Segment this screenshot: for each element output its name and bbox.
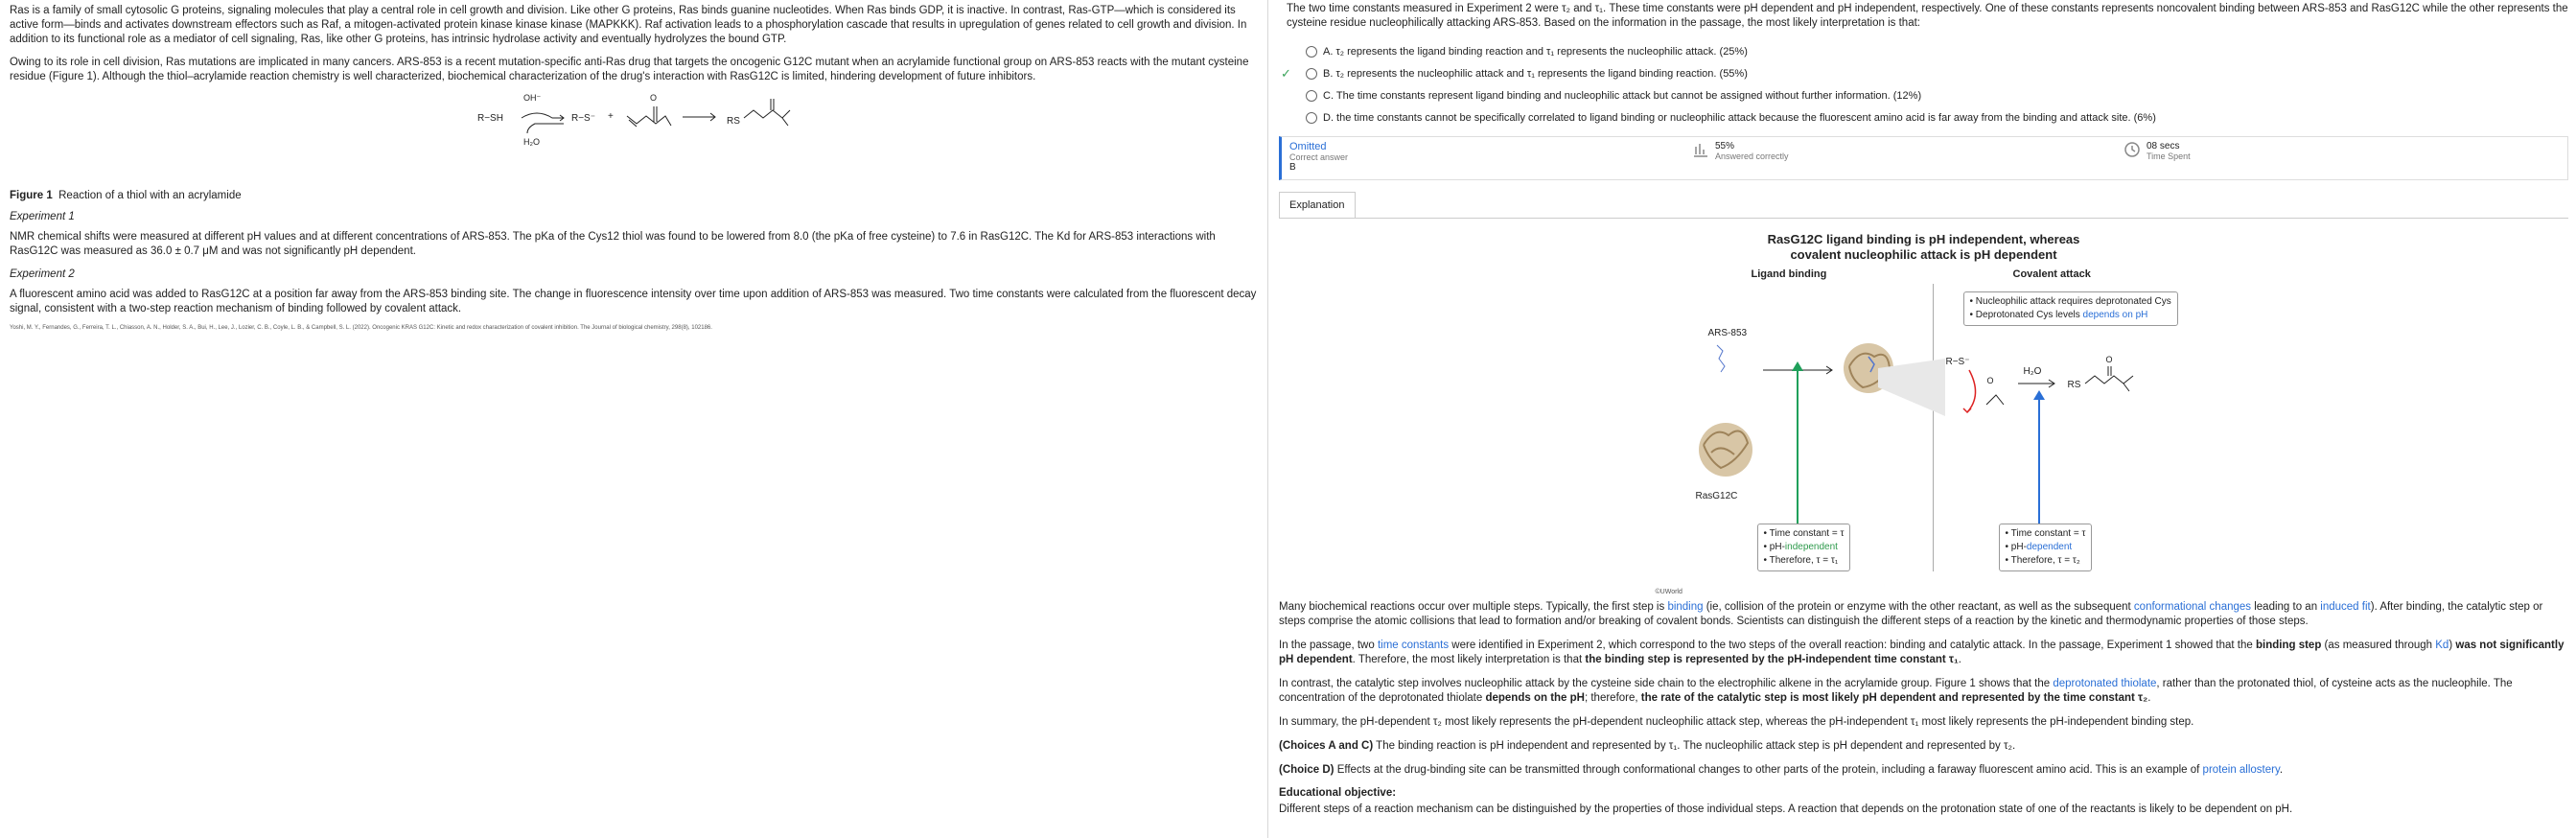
reaction-scheme [10,93,1258,172]
tab-underline [1279,218,2568,219]
covalent-arrowhead [2032,389,2046,401]
drug-molecule-icon [1713,341,1742,376]
e3e: ; therefore, [1584,692,1641,704]
explanation-paragraph-3 [1279,677,2568,706]
product-o-label: O [2105,355,2113,364]
explanation-paragraph-5 [1279,739,2568,754]
e2g: ) [2448,640,2456,651]
time-label: Time Spent [2147,151,2191,161]
e1a: Many biochemical reactions occur over multiple steps. Typically, the first step is [1279,601,1668,613]
choice-c-text: C. The time constants represent ligand binding and nucleophilic attack but cannot be assigned without further information. (12%) [1323,89,1922,102]
experiment-1-text: NMR chemical shifts were measured at different pH values and at different concentrations of ARS-853. The pKa of the Cys12 thiol was found to be lowered from 8.0 (the pKa of free cysteine) to 7.6 in RasG12C. The Kd for ARS-853 interactions with RasG12C was measured as 36.0 ± 0.7 μM and was not significantly pH dependent. [10,231,1216,257]
educational-objective-text: Different steps of a reaction mechanism can be distinguished by the properties of those individual steps. A reaction that depends on the protonation state of one of the reactants is likely to be dependent on pH. [1279,803,2293,815]
tab-explanation[interactable]: Explanation [1279,192,1356,218]
dependent-term[interactable]: dependent [2026,542,2073,552]
e2e: (as measured through [2321,640,2436,651]
choice-d-text: D. the time constants cannot be specifically correlated to ligand binding or nucleophilic attack because the fluorescent amino acid is far away from the binding and attack site. (6%) [1323,111,2156,124]
covalent-box-line-3: Therefore, τ = τ₂ [2010,555,2080,566]
product-rs: RS [727,116,740,127]
e3g: . [2147,692,2151,704]
figure-caption [10,189,1258,203]
independent-term: independent [1784,542,1838,552]
product-structure-fig [2083,362,2141,395]
ligand-box-line-1: Time constant = τ [1769,528,1845,539]
e1e: leading to an [2251,601,2321,613]
choice-c[interactable] [1279,84,2568,106]
reaction-arrow [681,112,719,122]
kd-link[interactable]: Kd [2435,640,2449,651]
panel-divider[interactable] [1267,0,1268,838]
figure-title-line-2: covalent nucleophilic attack is pH dependent [1790,247,2057,262]
hydroxide-label: OH⁻ [523,93,542,103]
covalent-box-line-2a: pH- [2010,542,2027,552]
choice-b[interactable] [1279,62,2568,84]
choice-b-text: B. τ₂ represents the nucleophilic attack and τ₁ represents the ligand binding reaction. (55%) [1323,67,1748,80]
reactant-thiol: R−SH [477,113,503,124]
figure-caption-label: Figure 1 [10,190,53,201]
note-line-1: Nucleophilic attack requires deprotonated Cys [1975,296,2171,307]
e5a: (Choices A and C) [1279,740,1374,752]
radio-d[interactable] [1306,112,1317,124]
ligand-binding-heading: Ligand binding [1751,268,1827,280]
passage-panel [0,0,1267,838]
figure-title-line-1: RasG12C ligand binding is pH independent, whereas [1767,232,2080,246]
question-stem: The two time constants measured in Experiment 2 were τ₂ and τ₁. These time constants were pH dependent and pH independent, respectively. One of these constants represents noncovalent binding between ARS-853 and RasG12C while the other represents the cysteine residue nucleophilically attacking ARS-853. Based on the information in the passage, the most likely interpretation is that: [1287,3,2568,29]
equilibrium-arrow [518,105,568,137]
clock-icon [2123,141,2141,158]
acrylamide-structure [625,103,673,131]
e3c: , rather than the protonated thiol, of cysteine acts as the nucleophile. The concentration of the deprotonated thiolate [1279,678,2513,704]
covalent-box-line-1: Time constant = τ [2010,528,2086,539]
note-line-2a: Deprotonated Cys levels [1975,310,2083,320]
nucleophilic-attack-arrow [1948,366,2006,420]
percent-correct [1692,141,2123,161]
e1g: ). After binding, the catalytic step or steps comprise the atomic collisions that lead to formation and/or breaking of covalent bonds. Scientists can distinguish the different steps of a reaction by the kinetic and thermodynamic properties of those steps. [1279,601,2543,627]
plus-sign: + [608,111,614,122]
bar-chart-icon [1692,141,1709,158]
radio-c[interactable] [1306,90,1317,102]
explanation-paragraph-4: In summary, the pH-dependent τ₂ most likely represents the pH-dependent nucleophilic attack step, whereas the pH-independent τ₁ most likely represents the pH-independent binding step. [1279,716,2194,728]
ligand-time-constant-box: • Time constant = τ • pH-independent • Therefore, τ = τ₁ [1757,524,1851,571]
choice-a-text: A. τ₂ represents the ligand binding reaction and τ₁ represents the nucleophilic attack. (25%) [1323,45,1748,58]
ligand-binding-pointer [1797,368,1799,524]
passage-paragraph-2: Owing to its role in cell division, Ras mutations are implicated in many cancers. ARS-853 is a recent mutation-specific anti-Ras drug that targets the oncogenic G12C mutant when an acrylamide functional group on ARS-853 reacts with the mutant cysteine residue (Figure 1). Although the thiol–acrylamide reaction chemistry is well characterized, biochemical characterization of the drug's interaction with RasG12C is limited, hindering development of future inhibitors. [10,57,1249,82]
induced-fit-link[interactable]: induced fit [2320,601,2371,613]
answer-status [1289,141,1692,173]
copyright-label: ©UWorld [1655,589,1683,595]
e2i: . Therefore, the most likely interpretation is that [1352,654,1586,665]
product-structure [742,99,800,128]
thiolate: R−S⁻ [571,113,596,124]
water-label: H₂O [523,137,540,147]
e2k: . [1958,654,1961,665]
conformational-changes-link[interactable]: conformational changes [2133,601,2252,613]
covalent-time-constant-box: • Time constant = τ • pH-dependent • Therefore, τ = τ₂ [1999,524,2093,571]
deprotonation-note-box: • Nucleophilic attack requires deprotonated Cys • Deprotonated Cys levels depends on pH [1963,291,2178,326]
explanation-figure [1656,263,2193,646]
answer-choices [1279,40,2568,128]
binding-link[interactable]: binding [1667,601,1704,613]
reference-citation: Yoshi, M. Y., Fernandes, G., Ferreira, T. L., Chiasson, A. N., Holder, S. A., Bui, H., Lee, J., Lozier, C. B., Coyle, L. B., & Campbell, S. L. (2022). Oncogenic KRAS G12C: Kinetic and redox characterization of covalent inhibition. The Journal of biological chemistry, 298(8), 102186. [10,325,712,331]
experiment-2-heading: Experiment 2 [10,268,75,280]
protein-allostery-link[interactable]: protein allostery [2202,764,2280,776]
figure-divider [1933,284,1934,571]
explanation-paragraph-6 [1279,763,2568,778]
ligand-box-line-2a: pH- [1769,542,1785,552]
carbonyl-o: O [650,93,658,103]
percent-value: 55% [1715,141,1735,151]
covalent-attack-pointer [2038,397,2040,524]
product-rs-fig: RS [2067,380,2081,390]
radio-a[interactable] [1306,46,1317,58]
protein-label: RasG12C [1695,491,1738,501]
correct-answer-label: Correct answer [1289,152,1349,162]
omitted-status: Omitted [1289,141,1327,152]
e3d: depends on the pH [1485,692,1585,704]
figure-caption-text: Reaction of a thiol with an acrylamide [58,190,242,201]
water-label-fig: H₂O [2023,366,2042,377]
choice-a[interactable] [1279,40,2568,62]
drug-label: ARS-853 [1707,328,1748,338]
e1c: (ie, collision of the protein or enzyme with the other reactant, as well as the subsequent [1703,601,2134,613]
e5b: The binding reaction is pH independent and represented by τ₁. The nucleophilic attack step is pH dependent and represented by τ₂. [1373,740,2016,752]
educational-objective-heading: Educational objective: [1279,787,1397,799]
thiolate-label: R−S⁻ [1945,357,1970,367]
e3f: the rate of the catalytic step is most likely pH dependent and represented by the time constant τ₂ [1640,692,2148,704]
e6a: (Choice D) [1279,764,1334,776]
percent-label: Answered correctly [1715,151,1789,161]
deprotonated-thiolate-link[interactable]: deprotonated thiolate [2053,678,2157,689]
ligand-box-line-3: Therefore, τ = τ₁ [1769,555,1839,566]
check-icon: ✓ [1281,66,1291,81]
time-constants-link[interactable]: time constants [1377,640,1450,651]
e6d: . [2279,764,2284,776]
time-spent [2123,141,2191,161]
correct-answer-value: B [1289,162,1296,173]
e6b: Effects at the drug-binding site can be transmitted through conformational changes to other parts of the protein, including a faraway fluorescent amino acid. This is an example of [1334,764,2203,776]
product-arrow [2016,378,2060,389]
explanation-figure-title [1279,232,2568,263]
covalent-attack-heading: Covalent attack [2012,268,2091,280]
e2d: binding step [2256,640,2322,651]
depends-on-ph-link[interactable]: depends on pH [2082,310,2148,320]
ligand-arrowhead [1791,361,1804,372]
experiment-1-heading: Experiment 1 [10,211,75,222]
passage-paragraph-1: Ras is a family of small cytosolic G proteins, signaling molecules that play a central role in cell growth and division. Like other G proteins, Ras binds guanine nucleotides. When Ras binds GDP, it is inactive. In contrast, Ras-GTP—which is considered its active form—binds and activates downstream effectors such as Raf, a mitogen-activated protein kinase kinase kinase (MAPKKK). Raf activation leads to a phosphorylation cascade that results in upregulation of genes related to cell growth and division. In addition to its functional role as a mediator of cell signaling, Ras, like other G proteins, has intrinsic hydrolase activity and eventually hydrolyzes the bound GTP. [10,5,1247,45]
experiment-2-text: A fluorescent amino acid was added to RasG12C at a position far away from the ARS-853 binding site. The change in fluorescence intensity over time upon addition of ARS-853 was measured. Two time constants were calculated from the fluorescent decay signal, consistent with a two-step reaction mechanism of binding followed by covalent attack. [10,289,1257,314]
e2a: In the passage, two [1279,640,1378,651]
acrylamide-o-label: O [1986,376,1994,385]
e2c: were identified in Experiment 2, which correspond to the two steps of the overall reaction: binding and catalytic attack. In the passage, Experiment 1 showed that the [1449,640,2256,651]
e2j: the binding step is represented by the pH-independent time constant τ₁ [1585,654,1959,665]
time-value: 08 secs [2147,141,2180,151]
answer-panel [1279,0,2568,838]
radio-b[interactable] [1306,68,1317,80]
result-stats-bar [1279,136,2568,180]
choice-d[interactable] [1279,106,2568,128]
zoom-wedge [1878,359,1955,416]
protein-structure-icon [1692,416,1759,483]
e2h: was not significantly pH dependent [1279,640,2564,665]
e3a: In contrast, the catalytic step involves nucleophilic attack by the cysteine side chain to the electrophilic alkene in the acrylamide group. Figure 1 shows that the [1279,678,2054,689]
